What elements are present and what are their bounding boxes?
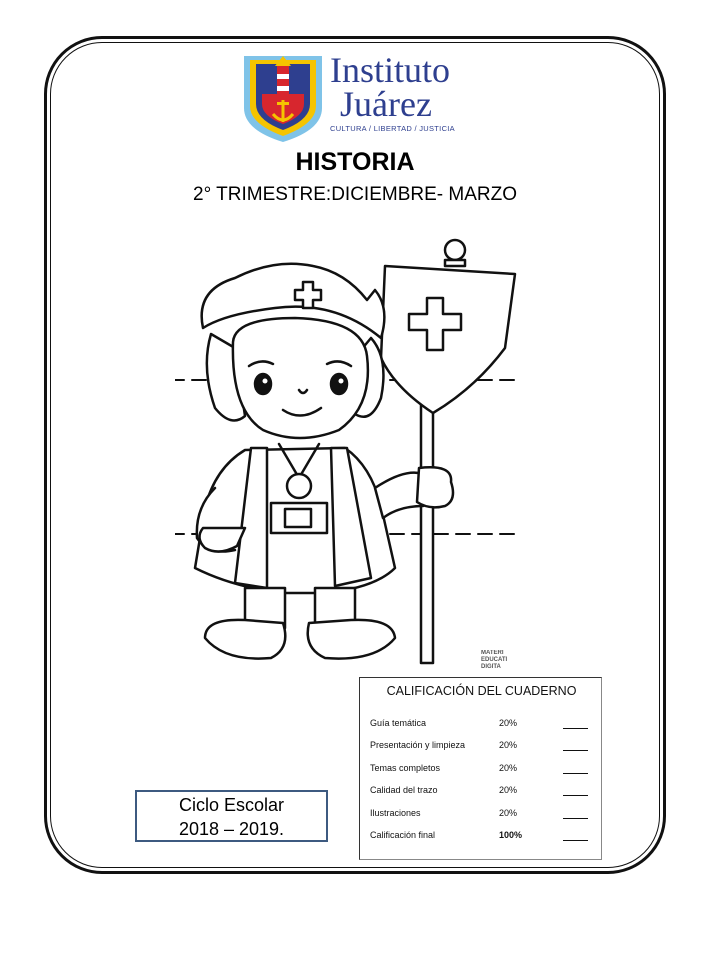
grading-row [370,740,595,754]
logo-tagline: CULTURA / LIBERTAD / JUSTICIA [330,124,455,133]
grading-row-percent: 100% [499,830,523,840]
grading-row-percent: 20% [499,740,518,750]
grading-row-percent: 20% [499,718,518,728]
grade-blank-line[interactable] [563,728,588,729]
page-title: HISTORIA [295,148,415,176]
face [233,318,368,438]
grading-box [359,677,602,860]
grading-row [370,718,595,732]
grading-row-label: Temas completos [370,763,441,773]
grading-row-label: Ilustraciones [370,808,421,818]
school-year-label: Ciclo Escolar [178,795,285,815]
grading-row-percent: 20% [499,808,518,818]
page-subtitle: 2° TRIMESTRE:DICIEMBRE- MARZO [193,184,517,205]
grading-title: CALIFICACIÓN DEL CUADERNO [386,684,577,698]
logo-name-line2: Juárez [340,84,432,124]
grading-row-label: Presentación y limpieza [370,740,466,750]
logo-name-line1: Instituto [330,50,451,90]
grading-row-label: Guía temática [370,718,427,728]
explorer-coloring-illustration [175,238,535,678]
grading-row-label: Calidad del trazo [370,785,438,795]
grading-row [370,808,595,822]
school-year-box [135,790,328,842]
grading-row-final [370,830,595,844]
grade-blank-line[interactable] [563,773,588,774]
grading-row [370,763,595,777]
grading-row-percent: 20% [499,785,518,795]
grade-blank-line[interactable] [563,750,588,751]
grade-blank-line[interactable] [563,840,588,841]
grade-blank-line[interactable] [563,795,588,796]
grade-blank-line[interactable] [563,818,588,819]
flag [381,266,515,413]
school-year-value: 2018 – 2019. [178,819,285,839]
grading-row-percent: 20% [499,763,518,773]
grading-row [370,785,595,799]
publisher-stamp: MATERI EDUCATI DIGITA [481,650,508,670]
grading-row-label: Calificación final [370,830,436,840]
